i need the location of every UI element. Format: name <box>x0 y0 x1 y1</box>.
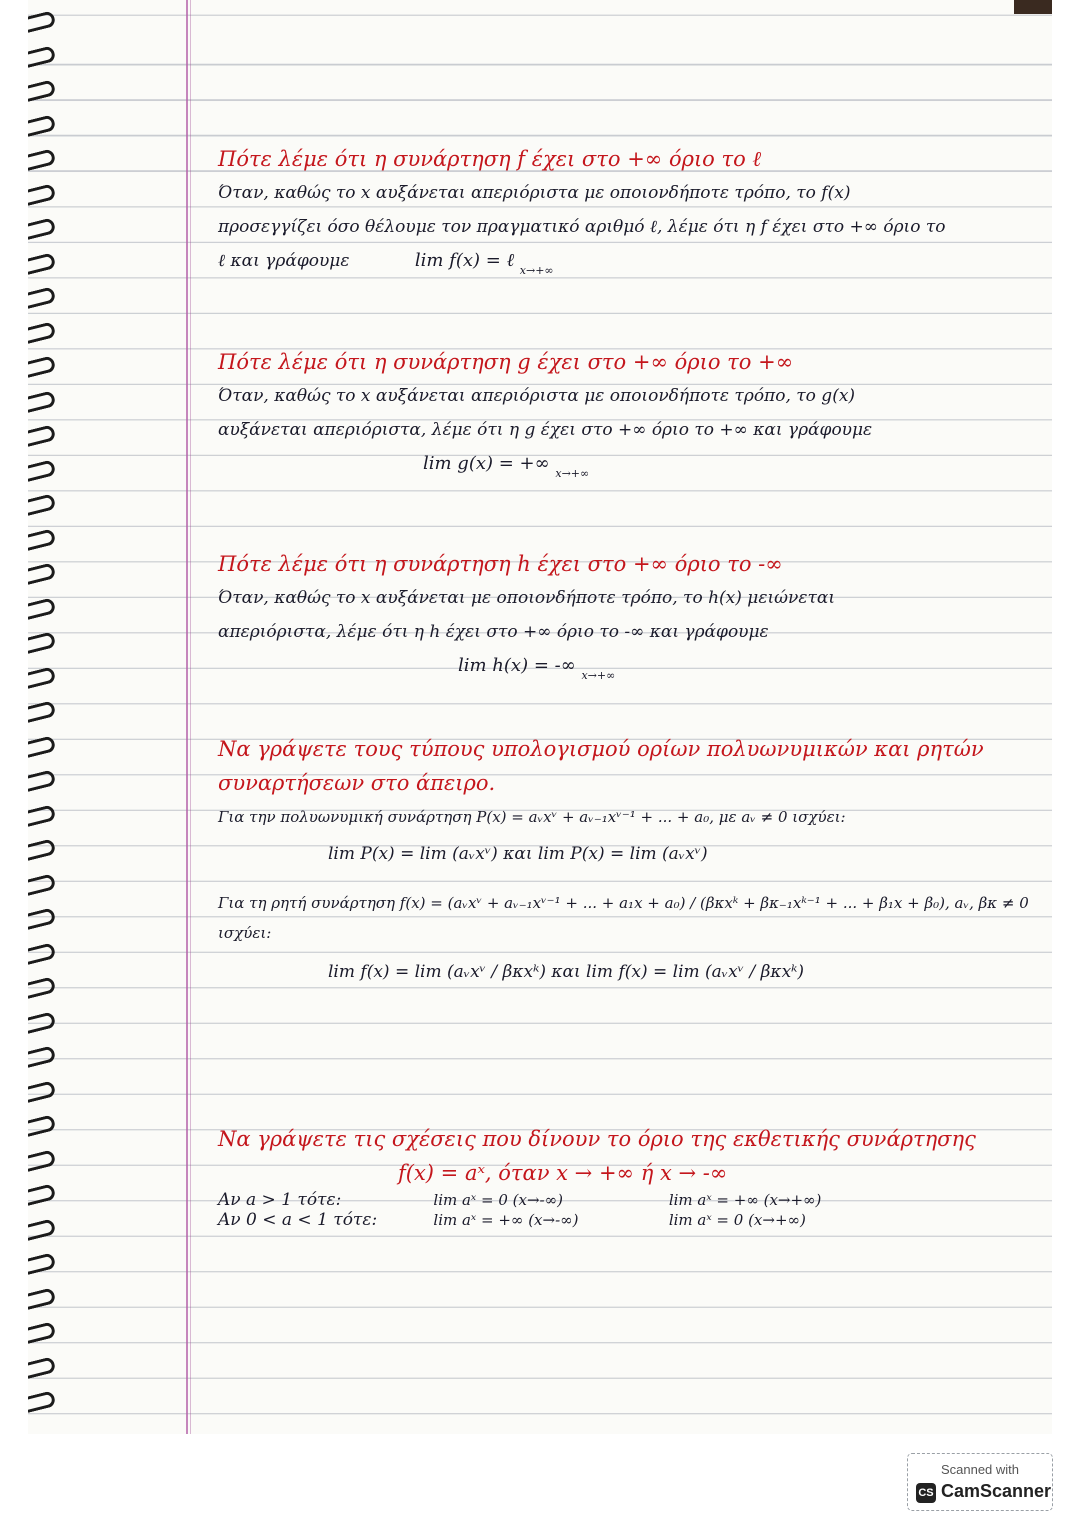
section-3-formula <box>458 649 1052 693</box>
spiral-ring <box>28 148 56 172</box>
section-5 <box>218 1122 1052 1230</box>
rational-intro: Για τη ρητή συνάρτηση f(x) = (aᵥxᵛ + aᵥ₋₁xᵛ⁻¹ + ... + a₁x + a₀) / (βκxᵏ + βκ₋₁xᵏ⁻¹ + ... + β₁x + β₀), aᵥ, βκ ≠ 0 ισχύει: <box>218 894 1029 942</box>
spiral-ring <box>28 666 56 690</box>
section-2-formula <box>423 447 1052 491</box>
spiral-ring <box>28 1045 56 1069</box>
section-4 <box>218 732 1038 996</box>
spiral-ring <box>28 873 56 897</box>
spiral-ring <box>28 976 56 1000</box>
spiral-ring <box>28 1356 56 1380</box>
camscanner-watermark <box>907 1453 1053 1511</box>
margin-line-shadow <box>190 0 191 1434</box>
spiral-ring <box>28 424 56 448</box>
watermark-name: CamScanner <box>941 1481 1052 1501</box>
spiral-ring <box>28 735 56 759</box>
section-1-line-2: προσεγγίζει όσο θέλουμε τον πραγματικό αριθμό ℓ, λέμε ότι η f έχει στο +∞ όριο το <box>218 217 946 237</box>
spiral-ring <box>28 1080 56 1104</box>
spiral-ring <box>28 114 56 138</box>
spiral-ring <box>28 45 56 69</box>
formula-text: lim h(x) = -∞ <box>458 655 576 676</box>
formula-text: lim g(x) = +∞ <box>423 453 550 474</box>
section-2-line-1: Όταν, καθώς το x αυξάνεται απεριόριστα με οποιονδήποτε τρόπο, το g(x) <box>218 386 856 406</box>
section-1-line-3-text: ℓ και γράφουμε <box>218 251 350 271</box>
rational-formula: lim f(x) = lim (aᵥxᵛ / βκxᵏ) και lim f(x) = lim (aᵥxᵛ / βκxᵏ) <box>328 962 804 982</box>
spiral-ring <box>28 700 56 724</box>
spiral-ring <box>28 252 56 276</box>
spiral-ring <box>28 1287 56 1311</box>
spiral-ring <box>28 907 56 931</box>
section-1-formula <box>414 250 554 277</box>
section-1 <box>218 142 1052 288</box>
spiral-ring <box>28 1252 56 1276</box>
poly-formula: lim P(x) = lim (aᵥxᵛ) και lim P(x) = lim (aᵥxᵛ) <box>328 844 708 864</box>
spiral-ring <box>28 942 56 966</box>
section-3-line-1: Όταν, καθώς το x αυξάνεται με οποιονδήποτε τρόπο, το h(x) μειώνεται <box>218 588 835 608</box>
spiral-ring <box>28 804 56 828</box>
section-1-line-3 <box>218 244 1052 288</box>
spiral-ring <box>28 1390 56 1414</box>
bullet-row <box>218 1190 1052 1210</box>
formula-sub: x→+∞ <box>555 467 590 480</box>
section-2-title: Πότε λέμε ότι η συνάρτηση g έχει στο +∞ όριο το +∞ <box>218 350 794 374</box>
spiral-ring <box>28 10 56 34</box>
spiral-ring <box>28 838 56 862</box>
spiral-ring <box>28 1114 56 1138</box>
spiral-binding <box>28 0 98 1434</box>
spiral-ring <box>28 1321 56 1345</box>
watermark-top-text: Scanned with <box>940 1462 1020 1477</box>
notebook-page <box>28 0 1052 1434</box>
spiral-ring <box>28 321 56 345</box>
spiral-ring <box>28 562 56 586</box>
spiral-ring <box>28 1218 56 1242</box>
spiral-ring <box>28 79 56 103</box>
spiral-ring <box>28 355 56 379</box>
spiral-ring <box>28 493 56 517</box>
section-2-line-2: αυξάνεται απεριόριστα, λέμε ότι η g έχει στο +∞ όριο το +∞ και γράφουμε <box>218 420 873 440</box>
bullet-condition: Αν a > 1 τότε: <box>218 1190 342 1210</box>
section-3-line-2: απεριόριστα, λέμε ότι η h έχει στο +∞ όριο το -∞ και γράφουμε <box>218 622 769 642</box>
bullet-left: lim aˣ = 0 (x→-∞) <box>433 1191 563 1209</box>
spiral-ring <box>28 286 56 310</box>
formula-text: lim f(x) = ℓ <box>414 250 515 271</box>
bullet-row <box>218 1210 1052 1230</box>
spiral-ring <box>28 459 56 483</box>
spiral-ring <box>28 597 56 621</box>
section-5-subtitle: f(x) = aˣ, όταν x → +∞ ή x → -∞ <box>398 1161 728 1185</box>
section-4-title: Να γράψετε τους τύπους υπολογισμού ορίων πολυωνυμικών και ρητών συναρτήσεων στο άπειρο. <box>218 737 984 795</box>
formula-sub: x→+∞ <box>519 264 554 277</box>
formula-sub: x→+∞ <box>581 669 616 682</box>
spiral-ring <box>28 631 56 655</box>
spiral-ring <box>28 528 56 552</box>
spiral-ring <box>28 183 56 207</box>
bullet-condition: Αν 0 < a < 1 τότε: <box>218 1210 378 1230</box>
spiral-ring <box>28 390 56 414</box>
section-2 <box>218 345 1052 491</box>
section-3 <box>218 547 1052 693</box>
spiral-ring <box>28 1149 56 1173</box>
spiral-ring <box>28 769 56 793</box>
bullet-right: lim aˣ = +∞ (x→+∞) <box>668 1191 822 1209</box>
section-5-title: Να γράψετε τις σχέσεις που δίνουν το όριο της εκθετικής συνάρτησης <box>218 1127 976 1151</box>
poly-intro: Για την πολυωνυμική συνάρτηση P(x) = aᵥxᵛ + aᵥ₋₁xᵛ⁻¹ + ... + a₀, με aᵥ ≠ 0 ισχύει: <box>218 808 846 826</box>
bullet-right: lim aˣ = 0 (x→+∞) <box>668 1211 806 1229</box>
section-1-title: Πότε λέμε ότι η συνάρτηση f έχει στο +∞ όριο το ℓ <box>218 147 762 171</box>
spiral-ring <box>28 1011 56 1035</box>
camscanner-logo-icon: CS <box>916 1483 936 1503</box>
section-3-title: Πότε λέμε ότι η συνάρτηση h έχει στο +∞ όριο το -∞ <box>218 552 783 576</box>
margin-line <box>186 0 188 1434</box>
spiral-ring <box>28 217 56 241</box>
section-1-line-1: Όταν, καθώς το x αυξάνεται απεριόριστα με οποιονδήποτε τρόπο, το f(x) <box>218 183 851 203</box>
page-corner <box>1014 0 1052 14</box>
spiral-ring <box>28 1183 56 1207</box>
bullet-left: lim aˣ = +∞ (x→-∞) <box>433 1211 579 1229</box>
